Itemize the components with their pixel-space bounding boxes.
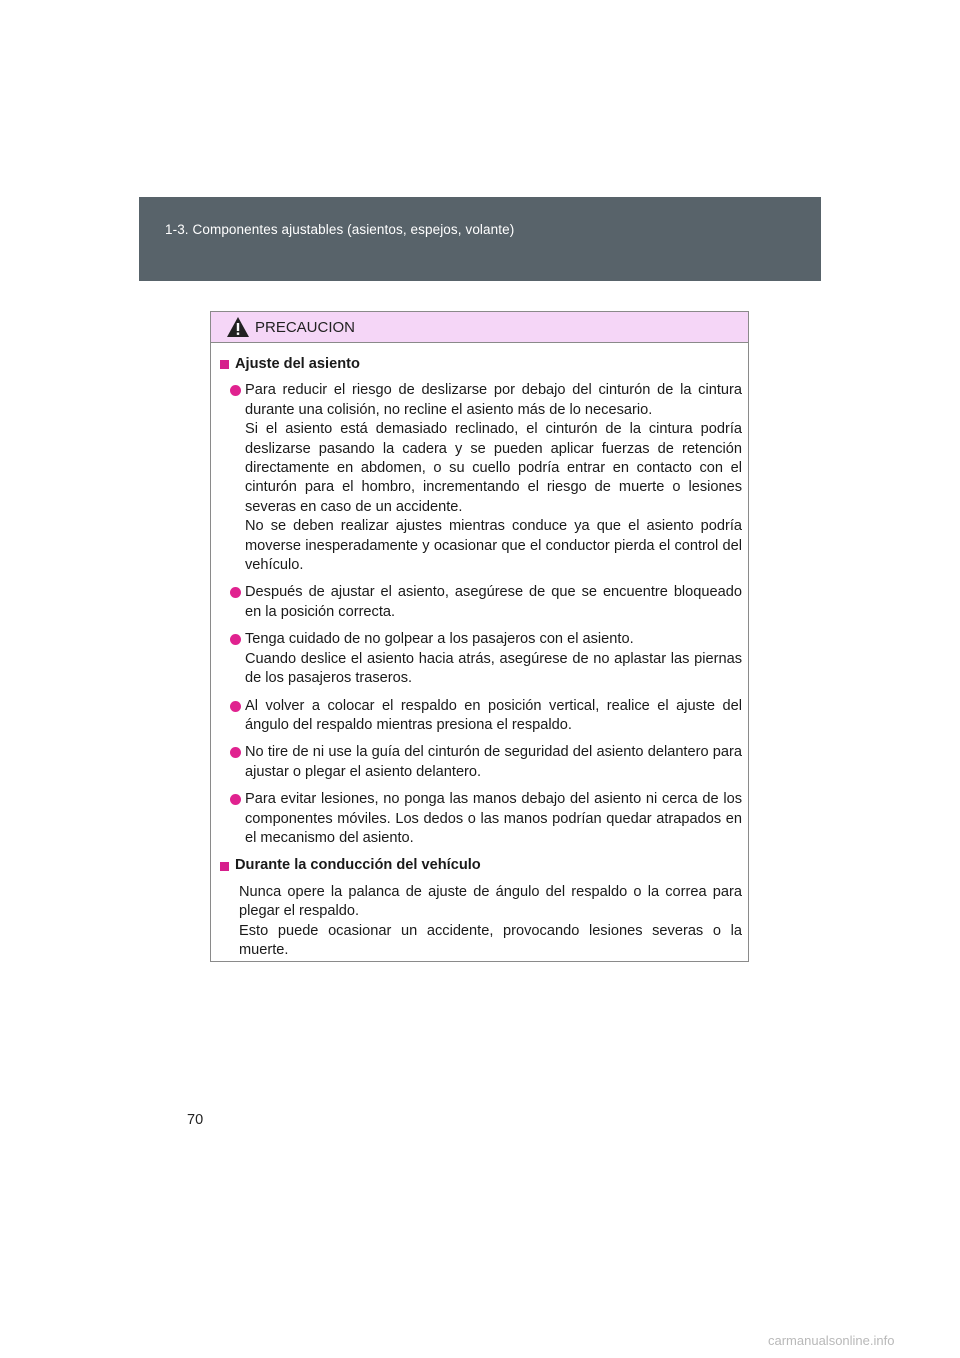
list-item [220,381,742,575]
paragraph: Para evitar lesiones, no ponga las manos debajo del asiento ni cerca de los componentes móviles. Los dedos o las manos podrían quedar atrapados en el mecanismo del asiento. [245,791,742,846]
paragraph: Tenga cuidado de no golpear a los pasajeros con el asiento. [245,631,634,648]
paragraph: Nunca opere la palanca de ajuste de ángulo del respaldo o la correa para plegar el respaldo. [239,883,742,920]
section-title-text: Durante la conducción del vehículo [235,857,481,874]
warning-triangle-icon [226,316,250,338]
watermark: carmanualsonline.info [768,1333,895,1348]
caution-body [211,343,748,960]
dot-bullet-icon [230,794,241,805]
paragraph: Al volver a colocar el respaldo en posición vertical, realice el ajuste del ángulo del respaldo mientras presiona el respaldo. [245,697,742,733]
paragraph: Para reducir el riesgo de deslizarse por debajo del cinturón de la cintura durante una colisión, no recline el asiento más de lo necesario. [245,382,742,418]
paragraph: No se deben realizar ajustes mientras conduce ya que el asiento podría moverse inesperadamente y ocasionar que el conductor pierda el control del vehículo. [245,518,742,574]
paragraph: Si el asiento está demasiado reclinado, el cinturón de la cintura podría deslizarse pasando la cadera y se pueden aplicar fuerzas de retención directamente en abdomen, o su cuello podría entrar en contacto con el cinturón para el hombro, incrementando el riesgo de muerte o lesiones severas en caso de un accidente. [245,421,742,515]
section-title [220,856,742,875]
caution-title: PRECAUCION [255,319,356,336]
caution-box [210,311,749,962]
list-item [220,697,742,736]
section-body [220,883,742,961]
list-item [220,790,742,848]
caution-header [211,312,748,343]
dot-bullet-icon [230,385,241,396]
paragraph: Después de ajustar el asiento, asegúrese de que se encuentre bloqueado en la posición correcta. [245,584,742,620]
dot-bullet-icon [230,587,241,598]
dot-bullet-icon [230,747,241,758]
paragraph: No tire de ni use la guía del cinturón de seguridad del asiento delantero para ajustar o plegar el asiento delantero. [245,744,742,780]
paragraph: Cuando deslice el asiento hacia atrás, asegúrese de no aplastar las piernas de los pasajeros traseros. [245,650,742,687]
dot-bullet-icon [230,634,241,645]
section-title [220,355,742,374]
section-title-text: Ajuste del asiento [235,356,360,372]
page-number: 70 [187,1112,204,1128]
square-bullet-icon [220,862,229,871]
list-item [220,743,742,782]
list-item [220,583,742,622]
list-item [220,630,742,688]
chapter-title: 1-3. Componentes ajustables (asientos, espejos, volante) [165,222,515,237]
chapter-header [139,197,821,281]
dot-bullet-icon [230,701,241,712]
square-bullet-icon [220,360,229,369]
paragraph: Esto puede ocasionar un accidente, provocando lesiones severas o la muerte. [239,922,742,958]
